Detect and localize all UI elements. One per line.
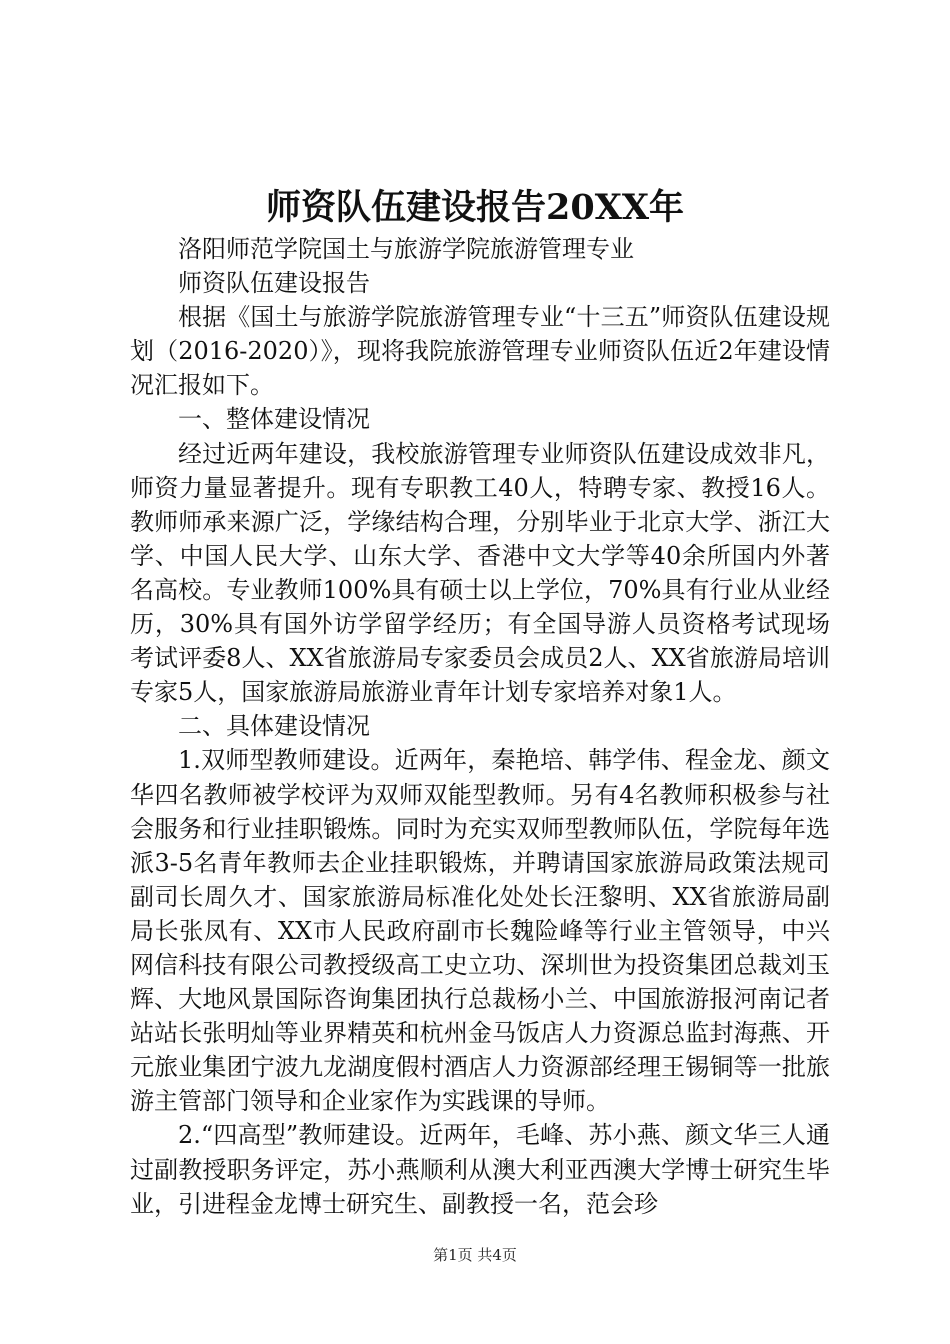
document-title: 师资队伍建设报告20XX年 <box>265 187 685 228</box>
paragraph-department: 洛阳师范学院国土与旅游学院旅游管理专业 <box>178 235 634 263</box>
paragraph-overall: 经过近两年建设，我校旅游管理专业师资队伍建设成效非凡，师资力量显著提升。现有专职教工40人，特聘专家、教授16人。教师师承来源广泛，学缘结构合理，分别毕业于北京大学、浙江大学、中国人民大学、山东大学、香港中文大学等40余所国内外著名高校。专业教师100%具有硕士以上学位，70%具有行业从业经历，30%具有国外访学留学经历；有全国导游人员资格考试现场考试评委8人、XX省旅游局专家委员会成员2人、XX省旅游局培训专家5人，国家旅游局旅游业青年计划专家培养对象1人。 <box>130 439 830 707</box>
section-heading-overall: 一、整体建设情况 <box>178 405 370 434</box>
section-heading-specific: 二、具体建设情况 <box>178 712 370 741</box>
page-number-footer: 第1页 共4页 <box>433 1246 517 1264</box>
paragraph-intro: 根据《国土与旅游学院旅游管理专业“十三五”师资队伍建设规划（2016-2020）》，现将我院旅游管理专业师资队伍近2年建设情况汇报如下。 <box>130 303 830 400</box>
paragraph-four-high: 2.“四高型”教师建设。近两年，毛峰、苏小燕、颜文华三人通过副教授职务评定，苏小燕顺利从澳大利亚西澳大学博士研究生毕业，引进程金龙博士研究生、副教授一名，范会珍 <box>130 1121 830 1218</box>
document-body <box>130 232 830 1221</box>
paragraph-dual-teacher: 1.双师型教师建设。近两年，秦艳培、韩学伟、程金龙、颜文华四名教师被学校评为双师双能型教师。另有4名教师积极参与社会服务和行业挂职锻炼。同时为充实双师型教师队伍，学院每年选派3-5名青年教师去企业挂职锻炼，并聘请国家旅游局政策法规司副司长周久才、国家旅游局标准化处处长汪黎明、XX省旅游局副局长张凤有、XX市人民政府副市长魏险峰等行业主管领导，中兴网信科技有限公司教授级高工史立功、深圳世为投资集团总裁刘玉辉、大地风景国际咨询集团执行总裁杨小兰、中国旅游报河南记者站站长张明灿等业界精英和杭州金马饭店人力资源总监封海燕、开元旅业集团宁波九龙湖度假村酒店人力资源部经理王锡铜等一批旅游主管部门领导和企业家作为实践课的导师。 <box>130 746 830 1116</box>
paragraph-report-name: 师资队伍建设报告 <box>178 269 370 298</box>
